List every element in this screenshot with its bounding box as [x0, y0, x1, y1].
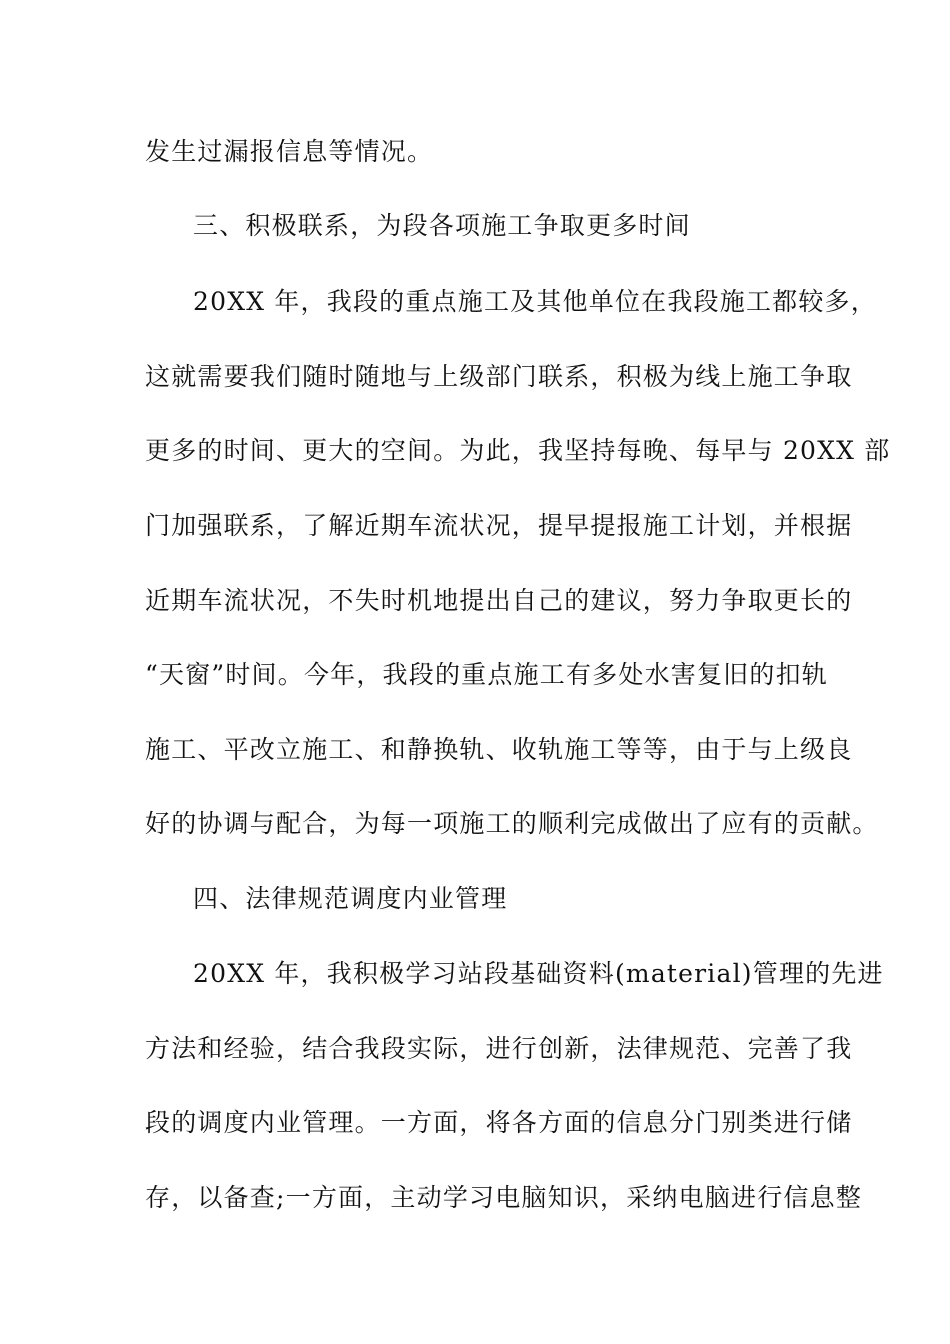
text-line: 20XX 年，我积极学习站段基础资料(material)管理的先进	[193, 959, 884, 988]
text-line: 20XX 年，我段的重点施工及其他单位在我段施工都较多，	[193, 287, 877, 316]
text-line: 存，以备查;一方面，主动学习电脑知识，采纳电脑进行信息整	[145, 1183, 863, 1212]
text-line: 更多的时间、更大的空间。为此，我坚持每晚、每早与 20XX 部	[145, 436, 891, 465]
text-line: 方法和经验，结合我段实际，进行创新，法律规范、完善了我	[145, 1034, 853, 1063]
text-line: 好的协调与配合，为每一项施工的顺利完成做出了应有的贡献。	[145, 809, 879, 838]
text-line: 近期车流状况，不失时机地提出自己的建议，努力争取更长的	[145, 586, 853, 615]
text-line: 施工、平改立施工、和静换轨、收轨施工等等，由于与上级良	[145, 735, 853, 764]
text-line: 发生过漏报信息等情况。	[145, 137, 434, 166]
text-line: “天窗”时间。今年，我段的重点施工有多处水害复旧的扣轨	[145, 660, 828, 689]
text-line: 门加强联系，了解近期车流状况，提早提报施工计划，并根据	[145, 511, 853, 540]
section-heading: 三、积极联系，为段各项施工争取更多时间	[193, 211, 691, 240]
text-line: 段的调度内业管理。一方面，将各方面的信息分门别类进行储	[145, 1108, 853, 1137]
text-line: 这就需要我们随时随地与上级部门联系，积极为线上施工争取	[145, 362, 853, 391]
section-heading: 四、法律规范调度内业管理	[193, 884, 508, 913]
